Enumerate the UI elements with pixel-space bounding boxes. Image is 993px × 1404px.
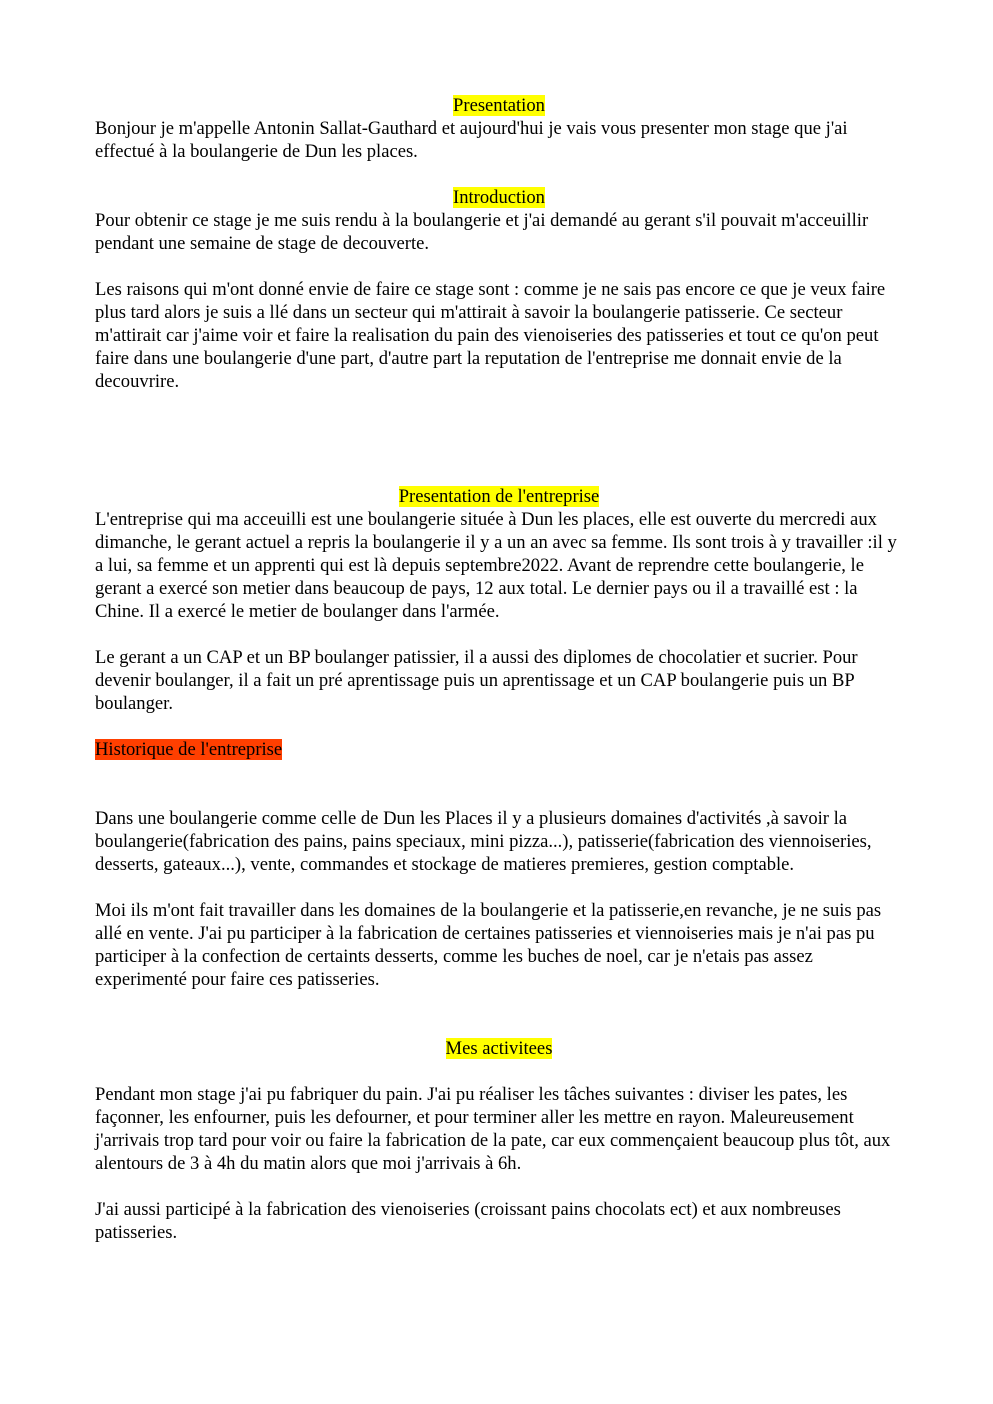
- paragraph: Dans une boulangerie comme celle de Dun les Places il y a plusieurs domaines d'activités ,à savoir la boulangerie(fabrication des pains, pains speciaux, mini pizza...), patisserie(fabrication des viennoiseries, desserts, gateaux...), vente, commandes et stockage de matieres premieres, gestion comptable.: [95, 808, 872, 875]
- section-heading-presentation: [95, 94, 903, 117]
- heading-highlight: Presentation: [453, 95, 545, 116]
- section-heading-activites: [95, 1037, 903, 1060]
- paragraph: Moi ils m'ont fait travailler dans les domaines de la boulangerie et la patisserie,en revanche, je ne suis pas allé en vente. J'ai pu participer à la fabrication de certaines patisseries et viennoiseries mais je n'ai pas pu participer à la confection de certaints desserts, comme les buches de noel, car je n'etais pas assez experimenté pour faire ces patisseries.: [95, 900, 882, 990]
- spacer: [95, 623, 903, 646]
- spacer: [95, 1060, 903, 1083]
- heading-highlight: Introduction: [453, 187, 545, 208]
- spacer: [95, 393, 903, 485]
- paragraph: J'ai aussi participé à la fabrication des vienoiseries (croissant pains chocolats ect) et aux nombreuses patisseries.: [95, 1199, 841, 1243]
- paragraph: Pour obtenir ce stage je me suis rendu à la boulangerie et j'ai demandé au gerant s'il pouvait m'acceuillir pendant une semaine de stage de decouverte.: [95, 210, 869, 254]
- spacer: [95, 876, 903, 899]
- spacer: [95, 715, 903, 738]
- spacer: [95, 255, 903, 278]
- paragraph: Pendant mon stage j'ai pu fabriquer du pain. J'ai pu réaliser les tâches suivantes : diviser les pates, les façonner, les enfourner, puis les defourner, et pour terminer aller les mettre en rayon. Maleureusement j'arrivais trop tard pour voir ou faire la fabrication de la pate, car eux commençaient beaucoup plus tôt, aux alentours de 3 à 4h du matin alors que moi j'arrivais à 6h.: [95, 1084, 891, 1174]
- paragraph: Le gerant a un CAP et un BP boulanger patissier, il a aussi des diplomes de chocolatier et sucrier. Pour devenir boulanger, il a fait un pré aprentissage puis un aprentissage et un CAP boulangerie puis un BP boulanger.: [95, 647, 858, 714]
- paragraph: L'entreprise qui ma acceuilli est une boulangerie située à Dun les places, elle est ouverte du mercredi aux dimanche, le gerant actuel a repris la boulangerie il y a un an avec sa femme. Ils sont trois à y travailler :il y a lui, sa femme et un apprenti qui est là depuis septembre2022. Avant de reprendre cette boulangerie, le gerant a exercé son metier dans beaucoup de pays, 12 aux total. Le dernier pays ou il a travaillé est : la Chine. Il a exercé le metier de boulanger dans l'armée.: [95, 509, 897, 622]
- section-heading-entreprise: [95, 485, 903, 508]
- spacer: [95, 163, 903, 186]
- heading-highlight: Historique de l'entreprise: [95, 739, 283, 760]
- spacer: [95, 761, 903, 807]
- paragraph: Les raisons qui m'ont donné envie de faire ce stage sont : comme je ne sais pas encore ce que je veux faire plus tard alors je suis a llé dans un secteur qui m'attirait à savoir la boulangerie patisserie. Ce secteur m'attirait car j'aime voir et faire la realisation du pain des vienoiseries des patisseries et tout ce qu'on peut faire dans une boulangerie d'une part, d'autre part la reputation de l'entreprise me donnait envie de la decouvrire.: [95, 279, 886, 392]
- spacer: [95, 991, 903, 1037]
- paragraph: Bonjour je m'appelle Antonin Sallat-Gauthard et aujourd'hui je vais vous presenter mon stage que j'ai effectué à la boulangerie de Dun les places.: [95, 118, 848, 162]
- spacer: [95, 1175, 903, 1198]
- section-heading-introduction: [95, 186, 903, 209]
- heading-highlight: Mes activitees: [445, 1038, 553, 1059]
- heading-highlight: Presentation de l'entreprise: [398, 486, 600, 507]
- section-heading-historique: [95, 738, 903, 761]
- document-page: [95, 94, 903, 1244]
